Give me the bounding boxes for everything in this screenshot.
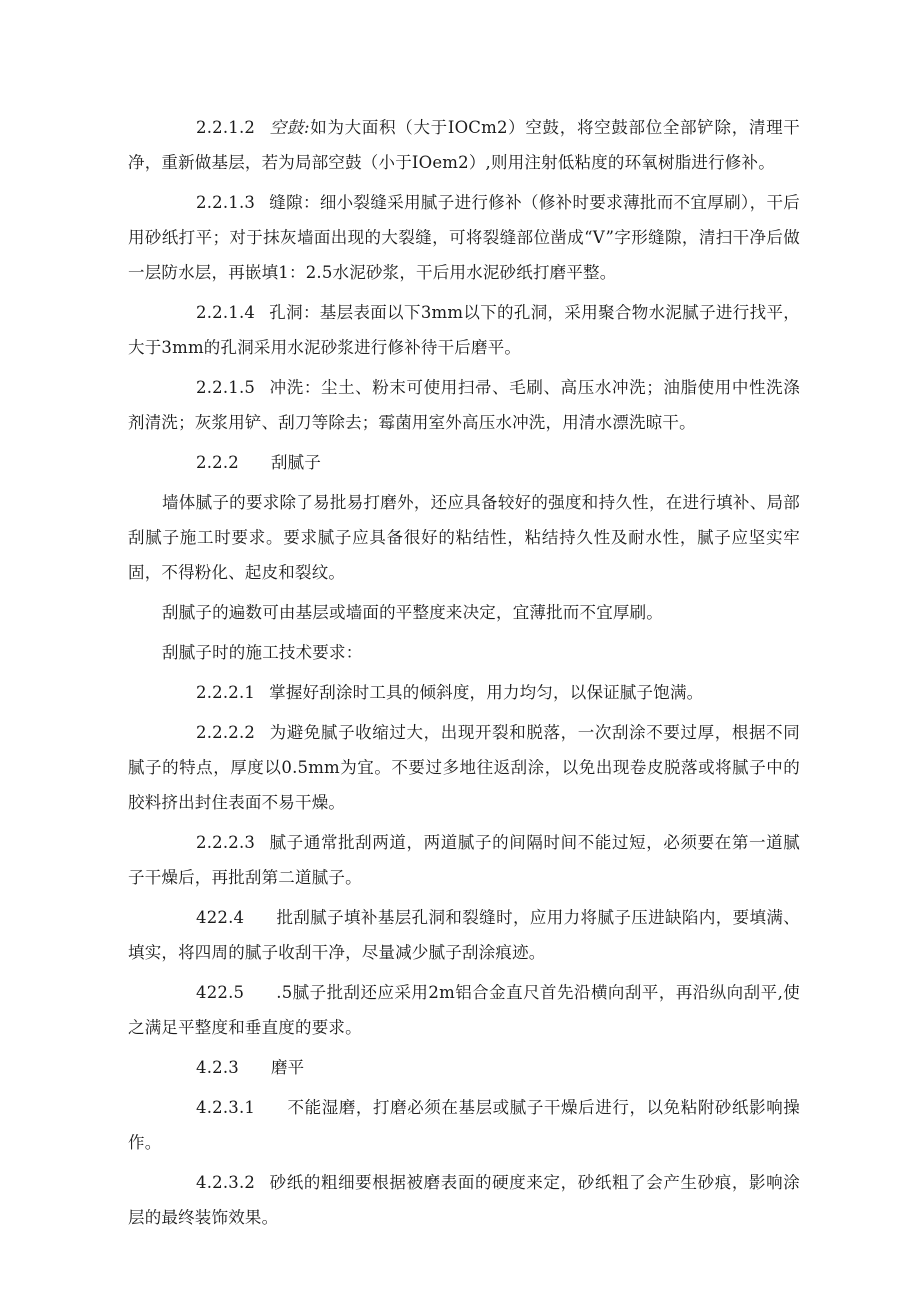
clause-text: 为避免腻子收缩过大，出现开裂和脱落，一次刮涂不要过厚，根据不同腻子的特点，厚度以0.5mm为宜。不要过多地往返刮涂，以免出现卷皮脱落或将腻子中的胶料挤出封住表面不易干燥。: [128, 723, 800, 812]
clause-text: 掌握好刮涂时工具的倾斜度，用力均匀，以保证腻子饱满。: [269, 683, 704, 702]
clause-text: 不能湿磨，打磨必须在基层或腻子干燥后进行，以免粘附砂纸影响操作。: [128, 1098, 800, 1152]
clause-number: 2.2.1.4: [196, 303, 256, 322]
body-text: 墙体腻子的要求除了易批易打磨外，还应具备较好的强度和持久性，在进行填补、局部刮腻子施工时要求。要求腻子应具备很好的粘结性，粘结持久性及耐水性，腻子应坚实牢固，不得粉化、起皮和裂纹。: [128, 493, 800, 582]
body-text: 刮腻子的遍数可由基层或墙面的平整度来决定，宜薄批而不宜厚刷。: [162, 603, 663, 622]
clause-text: 孔洞：基层表面以下3mm以下的孔洞，采用聚合物水泥腻子进行找平，大于3mm的孔洞采用水泥砂浆进行修补待干后磨平。: [128, 303, 800, 357]
paragraph-2-2-1-5: [128, 370, 800, 440]
body-text: 刮腻子时的施工技术要求：: [162, 643, 363, 662]
paragraph-2-2-1-4: [128, 295, 800, 365]
clause-number: 4.2.3.2: [196, 1173, 256, 1192]
clause-number: 2.2.2.3: [196, 833, 256, 852]
clause-text: 批刮腻子填补基层孔洞和裂缝时，应用力将腻子压进缺陷内，要填满、填实，将四周的腻子收刮干净，尽量减少腻子刮涂痕迹。: [128, 908, 800, 962]
paragraph-2-2-1-2: [128, 110, 800, 180]
section-heading-4-2-3: [128, 1050, 800, 1085]
paragraph-2-2-2-1: [128, 675, 800, 710]
paragraph-2-2-2-2: [128, 715, 800, 820]
clause-text: .5腻子批刮还应采用2m铝合金直尺首先沿横向刮平，再沿纵向刮平,使之满足平整度和垂直度的要求。: [128, 983, 800, 1037]
paragraph-2-2-1-3: [128, 185, 800, 290]
clause-text: 砂纸的粗细要根据被磨表面的硬度来定，砂纸粗了会产生砂痕，影响涂层的最终装饰效果。: [128, 1173, 800, 1227]
clause-number: 422.5: [196, 983, 245, 1002]
paragraph-4-2-3-2: [128, 1165, 800, 1235]
clause-number: 2.2.1.2: [196, 118, 256, 137]
clause-number: 2.2.2.1: [196, 683, 256, 702]
clause-text: 缝隙：细小裂缝采用腻子进行修补（修补时要求薄批而不宜厚刷），干后用砂纸打平；对于抹灰墙面出现的大裂缝，可将裂缝部位凿成“V”字形缝隙，清扫干净后做一层防水层，再嵌填1：2.5水泥砂浆，干后用水泥砂纸打磨平整。: [128, 193, 800, 282]
section-number: 4.2.3: [196, 1058, 239, 1077]
clause-number: 422.4: [196, 908, 245, 927]
paragraph-422-4: [128, 900, 800, 970]
clause-number: 2.2.1.3: [196, 193, 256, 212]
section-title: 刮腻子: [270, 453, 322, 472]
clause-term: 空鼓:: [269, 118, 310, 137]
section-number: 2.2.2: [196, 453, 239, 472]
clause-number: 2.2.2.2: [196, 723, 256, 742]
paragraph-2-2-2-3: [128, 825, 800, 895]
paragraph-putty-requirements: [128, 485, 800, 590]
clause-text: 冲洗：尘土、粉末可使用扫帚、毛刷、高压水冲洗；油脂使用中性洗涤剂清洗；灰浆用铲、刮刀等除去；霉菌用室外高压水冲洗，用清水漂洗晾干。: [128, 378, 800, 432]
paragraph-putty-passes: [128, 595, 800, 630]
document-body: [128, 110, 800, 1240]
paragraph-technical-intro: [128, 635, 800, 670]
clause-text: 腻子通常批刮两道，两道腻子的间隔时间不能过短，必须要在第一道腻子干燥后，再批刮第二道腻子。: [128, 833, 800, 887]
clause-number: 4.2.3.1: [196, 1098, 256, 1117]
clause-number: 2.2.1.5: [196, 378, 256, 397]
clause-text: 如为大面积（大于IOCm2）空鼓，将空鼓部位全部铲除，清理干净，重新做基层，若为局部空鼓（小于IOem2）,则用注射低粘度的环氧树脂进行修补。: [128, 118, 800, 172]
paragraph-4-2-3-1: [128, 1090, 800, 1160]
section-title: 磨平: [270, 1058, 305, 1077]
section-heading-2-2-2: [128, 445, 800, 480]
paragraph-422-5: [128, 975, 800, 1045]
